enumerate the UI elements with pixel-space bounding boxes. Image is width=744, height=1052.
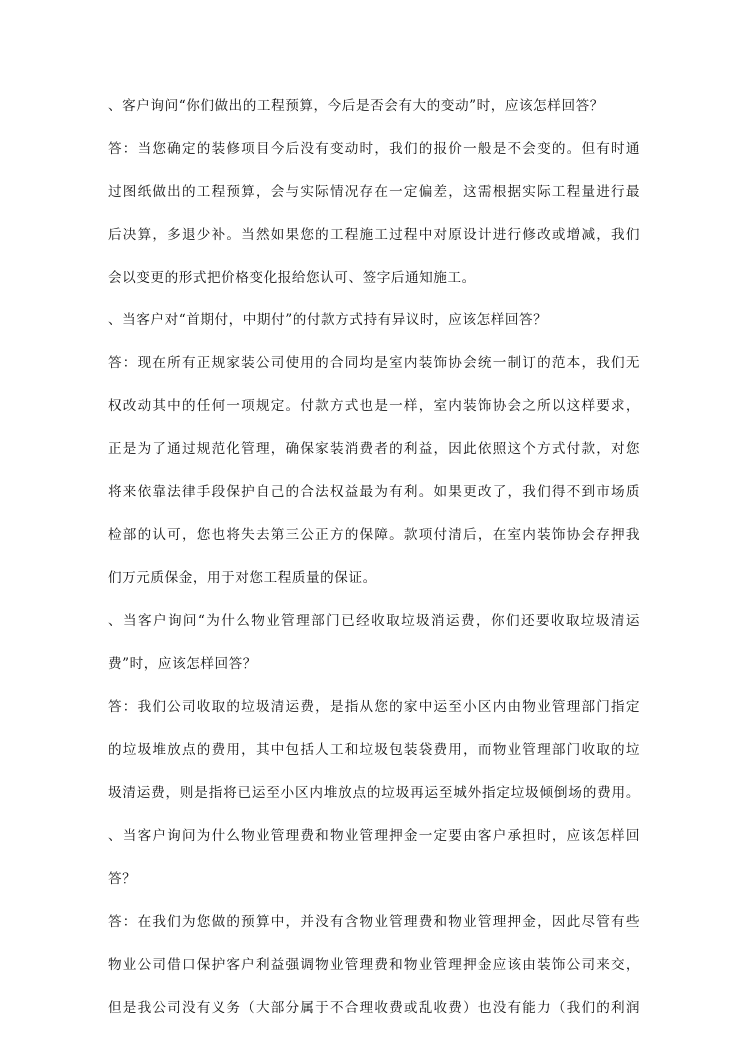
answer-2-line-3: 正是为了通过规范化管理，确保家装消费者的利益，因此依照这个方式付款，对您 [108, 441, 640, 457]
answer-2-line-4: 将来依靠法律手段保护自己的合法权益最为有利。如果更改了，我们得不到市场质 [108, 484, 640, 500]
answer-3-line-2: 的垃圾堆放点的费用，其中包括人工和垃圾包装袋费用，而物业管理部门收取的垃 [108, 742, 640, 758]
answer-2-line-1: 答：现在所有正规家装公司使用的合同均是室内装饰协会统一制订的范本，我们无 [108, 355, 640, 371]
question-4-line-2: 答？ [108, 871, 137, 887]
question-1-line-1: 、客户询问“你们做出的工程预算，今后是否会有大的变动”时，应该怎样回答？ [108, 98, 604, 114]
answer-4-line-3: 但是我公司没有义务（大部分属于不合理收费或乱收费）也没有能力（我们的利润 [108, 1000, 640, 1016]
answer-1-line-3: 后决算，多退少补。当然如果您的工程施工过程中对原设计进行修改或增减，我们 [108, 227, 640, 243]
answer-1-line-1: 答：当您确定的装修项目今后没有变动时，我们的报价一般是不会变的。但有时通 [108, 141, 640, 157]
question-4-line-1: 、当客户询问为什么物业管理费和物业管理押金一定要由客户承担时，应该怎样回 [108, 828, 640, 844]
answer-3-line-3: 圾清运费，则是指将已运至小区内堆放点的垃圾再运至城外指定垃圾倾倒场的费用。 [108, 785, 640, 801]
answer-1-line-2: 过图纸做出的工程预算，会与实际情况存在一定偏差，这需根据实际工程量进行最 [108, 184, 640, 200]
answer-2-line-6: 们万元质保金，用于对您工程质量的保证。 [108, 570, 377, 586]
answer-2-line-5: 检部的认可，您也将失去第三公正方的保障。款项付清后，在室内装饰协会存押我 [108, 527, 640, 543]
answer-3-line-1: 答：我们公司收取的垃圾清运费，是指从您的家中运至小区内由物业管理部门指定 [108, 699, 640, 715]
answer-4-line-2: 物业公司借口保护客户利益强调物业管理费和物业管理押金应该由装饰公司来交， [108, 957, 640, 973]
question-3-line-2: 费”时，应该怎样回答？ [108, 656, 257, 672]
answer-1-line-4: 会以变更的形式把价格变化报给您认可、签字后通知施工。 [108, 270, 476, 286]
answer-2-line-2: 权改动其中的任何一项规定。付款方式也是一样，室内装饰协会之所以这样要求， [108, 398, 640, 414]
question-2-line-1: 、当客户对“首期付，中期付”的付款方式持有异议时，应该怎样回答？ [108, 312, 548, 328]
answer-4-line-1: 答：在我们为您做的预算中，并没有含物业管理费和物业管理押金，因此尽管有些 [108, 914, 640, 930]
question-3-line-1: 、当客户询问“为什么物业管理部门已经收取垃圾消运费，你们还要收取垃圾清运 [108, 613, 640, 629]
